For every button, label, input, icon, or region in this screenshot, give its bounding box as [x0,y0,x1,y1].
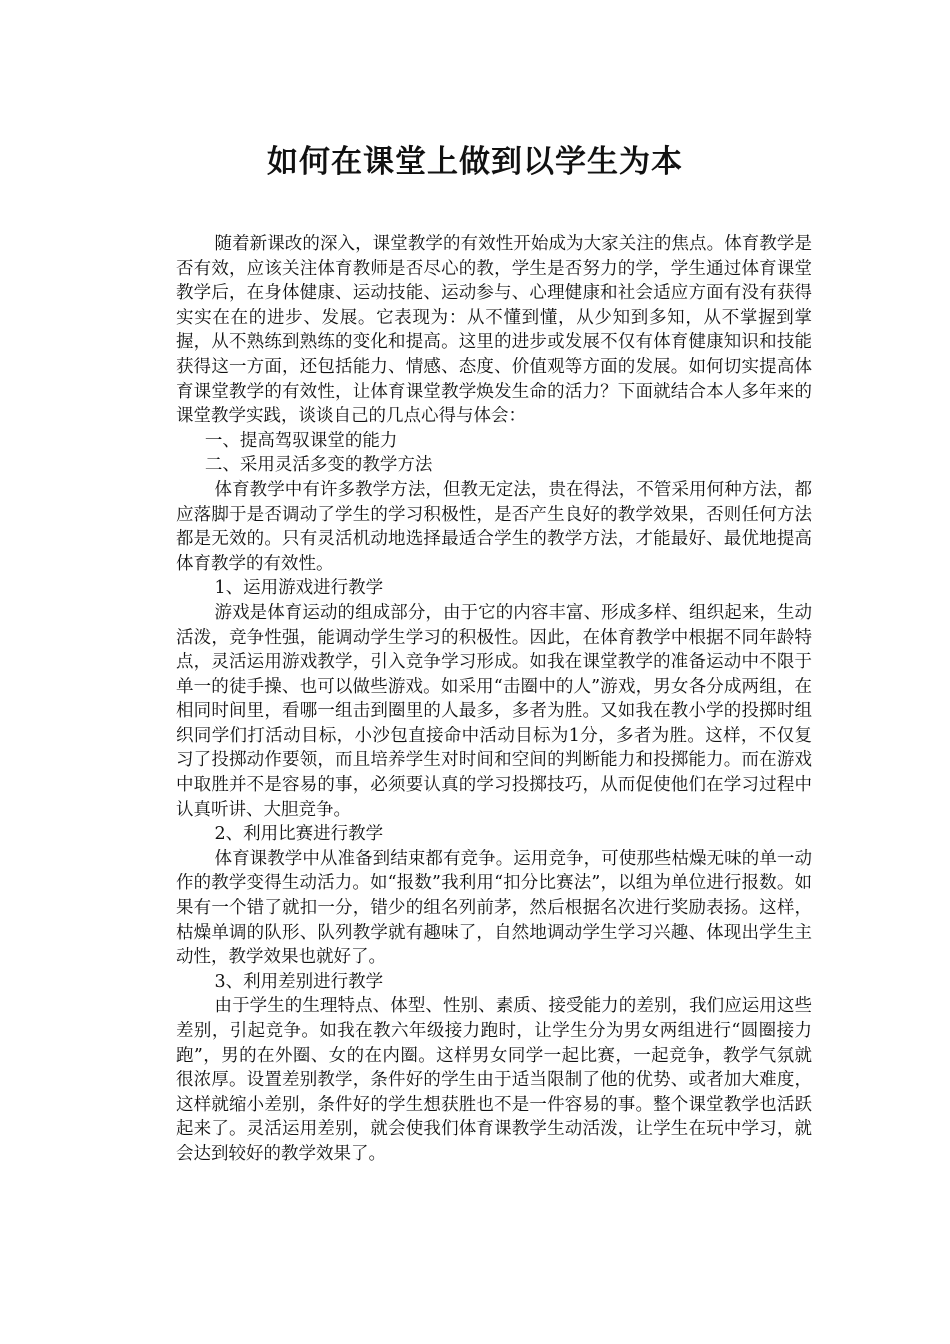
differences-paragraph: 由于学生的生理特点、体型、性别、素质、接受能力的差别，我们应运用这些差别，引起竞争。如我在教六年级接力跑时，让学生分为男女两组进行“圆圈接力跑”，男的在外圈、女的在内圈。这样男女同学一起比赛，一起竞争，教学气氛就很浓厚。设置差别教学，条件好的学生由于适当限制了他的优势、或者加大难度，这样就缩小差别，条件好的学生想获胜也不是一件容易的事。整个课堂教学也活跃起来了。灵活运用差别，就会使我们体育课教学生动活泼，让学生在玩中学习，就会达到较好的教学效果了。 [176,996,812,1164]
methods-paragraph: 体育教学中有许多教学方法，但教无定法，贵在得法，不管采用何种方法，都应落脚于是否调动了学生的学习积极性，是否产生良好的教学效果，否则任何方法都是无效的。只有灵活机动地选择最适合学生的教学方法，才能最好、最优地提高体育教学的有效性。 [176,479,812,574]
section-heading-2: 二、采用灵活多变的教学方法 [204,455,433,476]
document-title: 如何在课堂上做到以学生为本 [267,144,683,180]
games-paragraph: 游戏是体育运动的组成部分，由于它的内容丰富、形成多样、组织起来，生动活泼，竞争性强，能调动学生学习的积极性。因此，在体育教学中根据不同年龄特点，灵活运用游戏教学，引入竞争学习形成。如我在课堂教学的准备运动中不限于单一的徒手操、也可以做些游戏。如采用“击圈中的人”游戏，男女各分成两组，在相同时间里，看哪一组击到圈里的人最多，多者为胜。又如我在教小学的投掷时组织同学们打活动目标，小沙包直接命中活动目标为1分，多者为胜。这样，不仅复习了投掷动作要领，而且培养学生对时间和空间的判断能力和投掷能力。而在游戏中取胜并不是容易的事，必须要认真的学习投掷技巧，从而促使他们在学习过程中认真听讲、大胆竞争。 [176,602,812,820]
document-body [176,232,812,1167]
competition-paragraph: 体育课教学中从准备到结束都有竞争。运用竞争，可使那些枯燥无味的单一动作的教学变得生动活力。如“报数”我利用“扣分比赛法”，以组为单位进行报数。如果有一个错了就扣一分，错少的组名列前茅，然后根据名次进行奖励表扬。这样，枯燥单调的队形、队列教学就有趣味了，自然地调动学生学习兴趣、体现出学生主动性，教学效果也就好了。 [176,848,812,968]
subheading-competition: 2、利用比赛进行教学 [214,824,384,845]
section-heading-1: 一、提高驾驭课堂的能力 [204,430,398,451]
subheading-differences: 3、利用差别进行教学 [214,971,384,992]
subheading-games: 1、运用游戏进行教学 [214,578,384,599]
intro-paragraph: 随着新课改的深入，课堂教学的有效性开始成为大家关注的焦点。体育教学是否有效，应该关注体育教师是否尽心的教，学生是否努力的学，学生通过体育课堂教学后，在身体健康、运动技能、运动参与、心理健康和社会适应方面有没有获得实实在在的进步、发展。它表现为：从不懂到懂，从少知到多知，从不掌握到掌握，从不熟练到熟练的变化和提高。这里的进步或发展不仅有体育健康知识和技能获得这一方面，还包括能力、情感、态度、价值观等方面的发展。如何切实提高体育课堂教学的有效性，让体育课堂教学焕发生命的活力？下面就结合本人多年来的课堂教学实践，谈谈自己的几点心得与体会： [176,234,812,427]
